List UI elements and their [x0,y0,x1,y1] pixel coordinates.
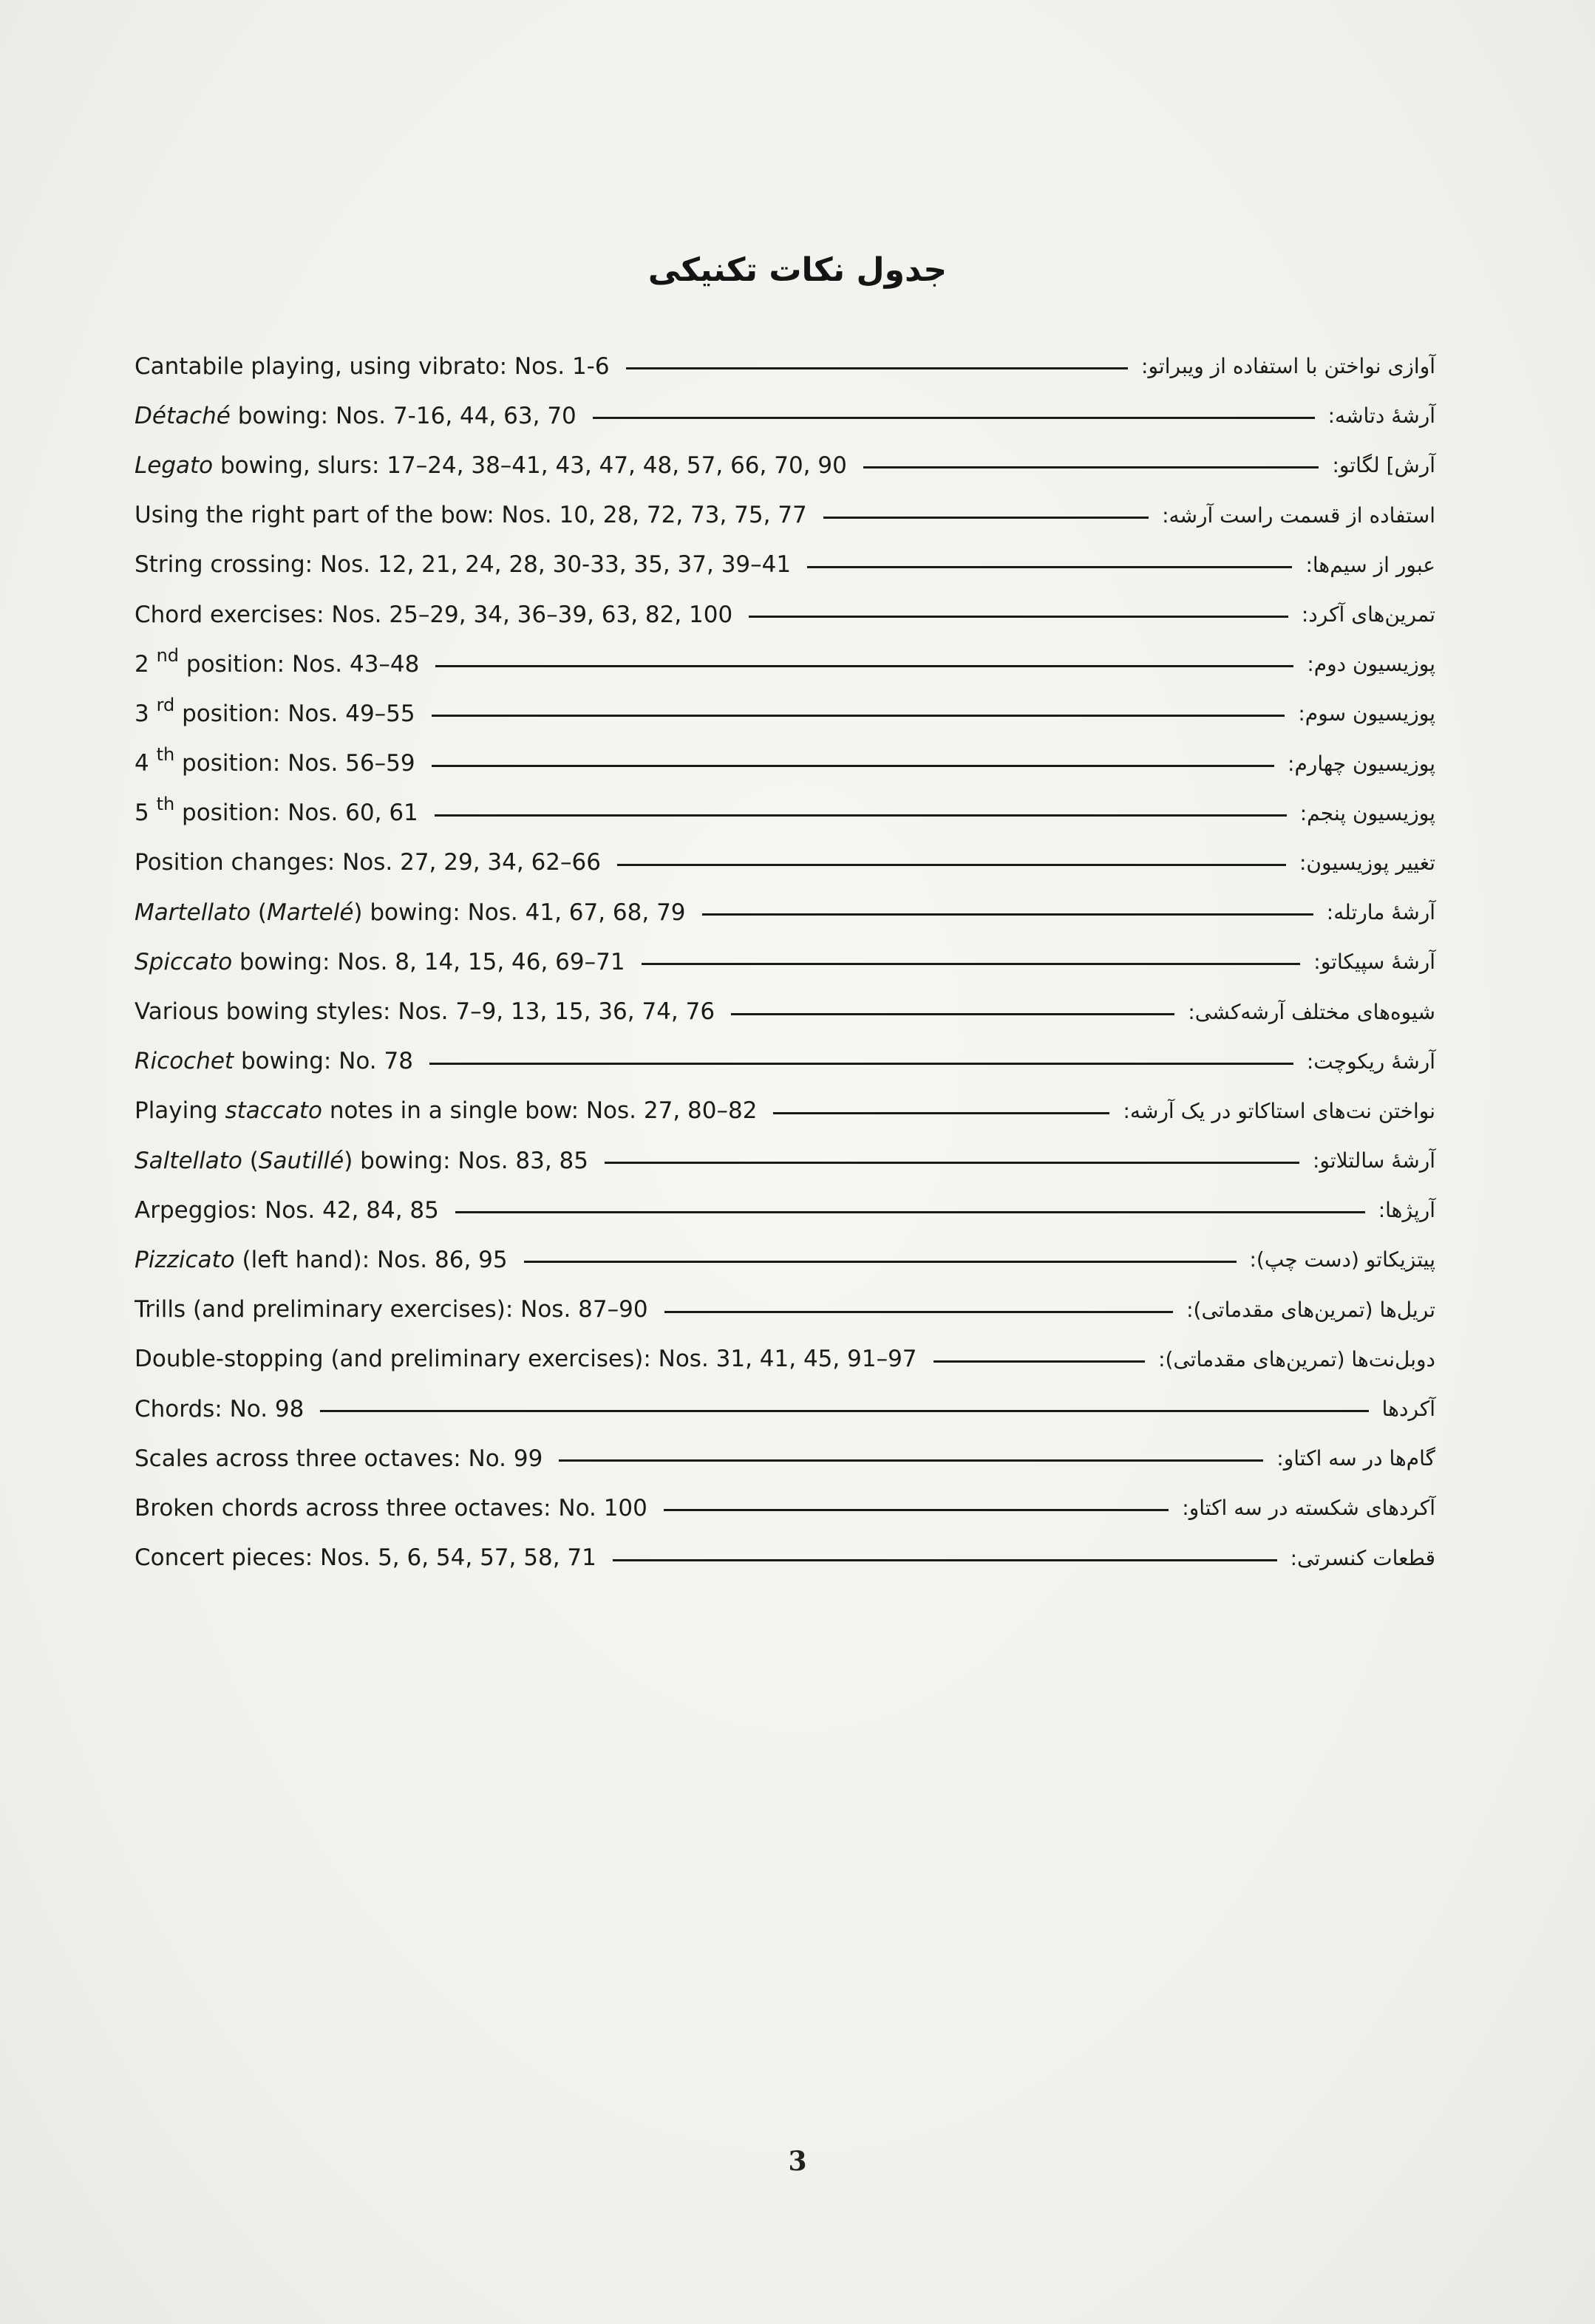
entry-text: staccato [225,1097,322,1125]
english-entry [135,694,432,727]
english-entry [135,1396,320,1422]
entry-text: (left hand): Nos. 86, 95 [234,1246,508,1273]
table-row [135,1335,1435,1384]
entry-text: ) bowing: Nos. 83, 85 [344,1147,589,1174]
entry-text: Legato [135,451,214,479]
entry-text: ( [251,899,268,926]
english-entry [135,1097,773,1124]
english-entry [135,1445,559,1472]
table-row [135,440,1435,490]
page-title: جدول نکات تکنیکی [647,251,948,289]
entry-text: Sautillé [258,1147,344,1174]
entry-text: ( [242,1147,259,1174]
persian-entry: عبور از سیم‌ها: [1305,552,1435,577]
entry-text: Concert pieces: Nos. 5, 6, 54, 57, 58, 71 [135,1544,596,1572]
english-entry [135,551,807,578]
entry-text: Position changes: Nos. 27, 29, 34, 62–66 [135,849,601,876]
entry-text: Playing [135,1097,225,1125]
table-row [135,1136,1435,1185]
table-row [135,689,1435,738]
persian-entry: قطعات کنسرتی: [1290,1545,1435,1570]
persian-entry: تریل‌ها (تمرین‌های مقدماتی): [1186,1297,1435,1322]
english-entry [135,899,702,926]
entry-text: Using the right part of the bow: Nos. 10, 28, 72, 73, 75, 77 [135,502,807,529]
persian-entry: آرشهٔ ریکوچت: [1306,1049,1435,1074]
entry-text: position: Nos. 43–48 [179,650,420,678]
entry-text: Arpeggios: Nos. 42, 84, 85 [135,1196,439,1224]
leader-line [664,1509,1169,1511]
leader-line [429,1063,1293,1065]
page-number: 3 [788,2146,807,2177]
entry-text: 4 [135,750,157,777]
persian-entry: آرش] لگاتو: [1332,453,1435,478]
table-row [135,937,1435,986]
persian-entry: آکردها [1381,1397,1435,1422]
technique-table [135,341,1435,1583]
persian-entry: گام‌ها در سه اکتاو: [1276,1446,1435,1471]
leader-line [617,864,1286,866]
entry-text: Double-stopping (and preliminary exercises): Nos. 31, 41, 45, 91–97 [135,1346,917,1373]
entry-text: bowing, slurs: 17–24, 38–41, 43, 47, 48, 57, 66, 70, 90 [213,451,847,479]
table-row [135,788,1435,838]
entry-text: Cantabile playing, using vibrato: Nos. 1-6 [135,352,610,380]
english-entry [135,1544,613,1571]
entry-text: Trills (and preliminary exercises): Nos. 87–90 [135,1296,648,1323]
ordinal-suffix: th [156,794,175,815]
leader-line [933,1360,1146,1363]
entry-text: notes in a single bow: Nos. 27, 80–82 [322,1097,758,1125]
english-entry [135,1048,429,1074]
english-entry [135,1197,455,1224]
english-entry [135,353,626,380]
leader-line [320,1410,1368,1412]
table-row [135,1086,1435,1136]
persian-entry: آوازی نواختن با استفاده از ویبراتو: [1141,354,1435,379]
leader-line [702,913,1313,916]
table-row [135,887,1435,937]
entry-text: Ricochet [135,1048,234,1075]
table-row [135,1434,1435,1483]
english-entry [135,1148,605,1174]
persian-entry: پیتزیکاتو (دست چپ): [1249,1247,1435,1272]
persian-entry: آرپژها: [1378,1198,1435,1223]
leader-line [435,665,1293,667]
entry-text: String crossing: Nos. 12, 21, 24, 28, 30-33, 35, 37, 39–41 [135,551,792,579]
table-row [135,1533,1435,1583]
persian-entry: دوبل‌نت‌ها (تمرین‌های مقدماتی): [1158,1346,1435,1371]
table-row [135,1483,1435,1533]
table-row [135,1185,1435,1235]
english-entry [135,949,642,975]
english-entry [135,602,749,628]
leader-line [524,1261,1237,1263]
persian-entry: پوزیسیون پنجم: [1299,800,1435,825]
leader-line [432,765,1274,767]
leader-line [593,417,1315,419]
english-entry [135,1495,664,1521]
table-row [135,1235,1435,1284]
leader-line [432,715,1285,717]
entry-text: Chords: No. 98 [135,1395,305,1422]
table-row [135,986,1435,1036]
entry-text: Broken chords across three octaves: No. 100 [135,1494,647,1521]
leader-line [807,566,1292,568]
entry-text: position: Nos. 60, 61 [174,800,418,827]
leader-line [863,466,1319,468]
english-entry [135,644,435,678]
ordinal-suffix: rd [156,694,175,715]
table-row [135,739,1435,788]
english-entry [135,1247,524,1273]
english-entry [135,744,432,777]
english-entry [135,1346,933,1372]
table-row [135,590,1435,639]
entry-text: 2 [135,650,157,678]
persian-entry: آرشهٔ مارتله: [1326,900,1435,925]
table-row [135,391,1435,440]
entry-text: Martelé [267,899,354,926]
persian-entry: تمرین‌های آکرد: [1301,602,1435,627]
english-entry [135,849,617,876]
table-row [135,491,1435,540]
persian-entry: نواختن نت‌های استاکاتو در یک آرشه: [1123,1098,1435,1123]
persian-entry: پوزیسیون سوم: [1298,701,1435,726]
persian-entry: شیوه‌های مختلف آرشه‌کشی: [1188,999,1435,1024]
entry-text: Saltellato [135,1147,242,1174]
english-entry [135,998,731,1025]
persian-entry: آکردهای شکسته در سه اکتاو: [1182,1496,1435,1521]
table-row [135,639,1435,689]
entry-text: Détaché [135,402,231,429]
entry-text: position: Nos. 56–59 [174,750,415,777]
entry-text: bowing: Nos. 7-16, 44, 63, 70 [230,402,577,429]
entry-text: position: Nos. 49–55 [174,700,415,727]
leader-line [749,616,1288,618]
leader-line [773,1112,1109,1114]
persian-entry: آرشهٔ سپیکاتو: [1313,950,1435,975]
table-row [135,838,1435,887]
entry-text: Chord exercises: Nos. 25–29, 34, 36–39, 63, 82, 100 [135,601,733,628]
persian-entry: پوزیسیون چهارم: [1288,751,1435,776]
leader-line [605,1162,1299,1164]
entry-text: ) bowing: Nos. 41, 67, 68, 79 [353,899,686,926]
persian-entry: آرشهٔ سالتلاتو: [1312,1148,1435,1173]
ordinal-suffix: nd [156,644,180,666]
leader-line [613,1559,1277,1561]
persian-entry: استفاده از قسمت راست آرشه: [1162,502,1435,528]
table-row [135,341,1435,391]
entry-text: 3 [135,700,157,727]
english-entry [135,502,823,528]
table-row [135,1384,1435,1434]
entry-text: bowing: Nos. 8, 14, 15, 46, 69–71 [232,948,625,975]
entry-text: Various bowing styles: Nos. 7–9, 13, 15, 36, 74, 76 [135,998,715,1026]
english-entry [135,403,593,429]
entry-text: Scales across three octaves: No. 99 [135,1445,543,1472]
leader-line [626,367,1128,369]
english-entry [135,452,863,479]
persian-entry: آرشهٔ دتاشه: [1327,403,1435,429]
english-entry [135,1296,664,1323]
leader-line [823,517,1149,519]
entry-text: Spiccato [135,948,233,975]
leader-line [642,963,1301,965]
persian-entry: پوزیسیون دوم: [1307,652,1435,677]
persian-entry: تغییر پوزیسیون: [1299,850,1435,875]
table-row [135,1037,1435,1086]
leader-line [664,1311,1174,1313]
leader-line [559,1459,1263,1462]
entry-text: 5 [135,800,157,827]
table-row [135,1285,1435,1335]
english-entry [135,794,435,827]
ordinal-suffix: th [156,744,175,766]
leader-line [455,1211,1365,1213]
leader-line [731,1013,1174,1015]
table-row [135,540,1435,590]
leader-line [435,814,1287,817]
entry-text: Martellato [135,899,251,926]
entry-text: Pizzicato [135,1246,235,1273]
entry-text: bowing: No. 78 [234,1048,413,1075]
